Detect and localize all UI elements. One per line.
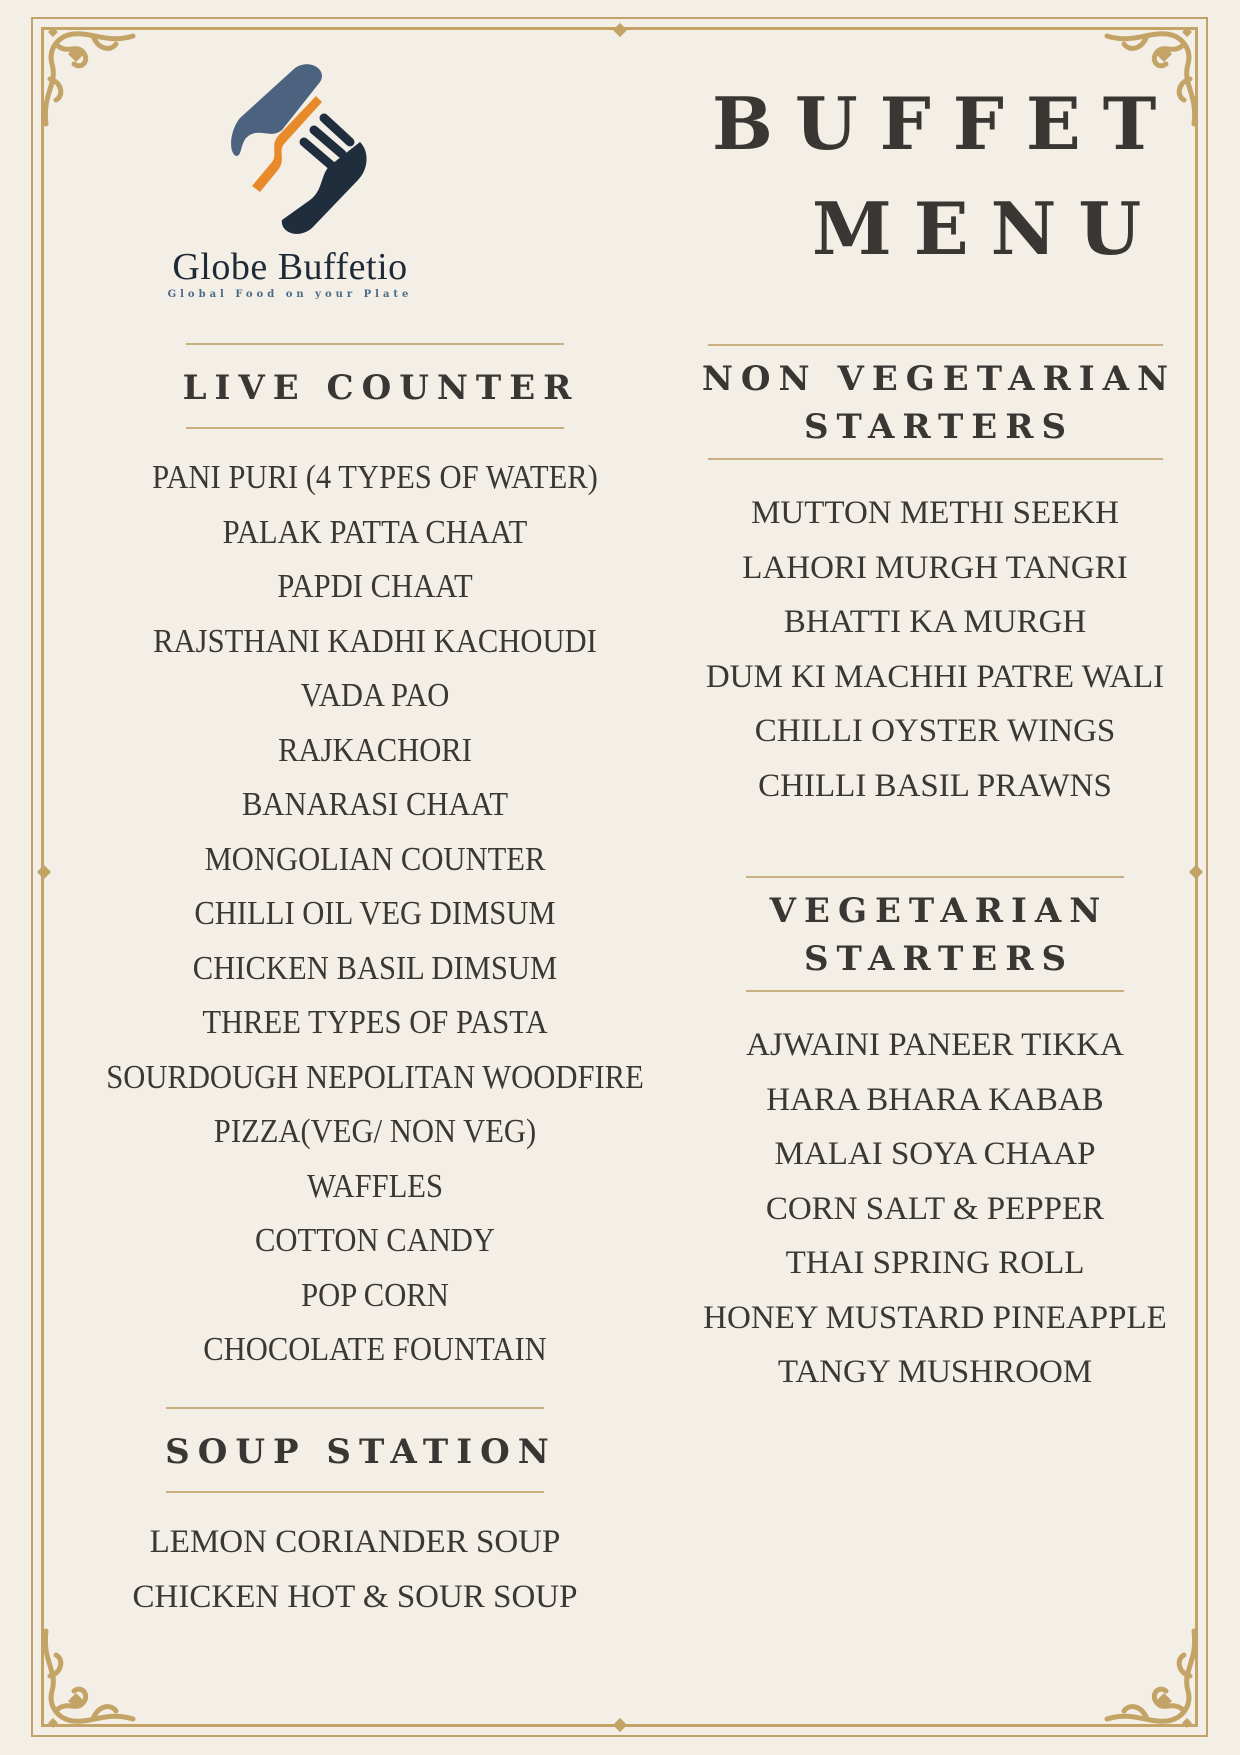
veg-starters-list (680, 1018, 1190, 1400)
menu-item: PALAK PATTA CHAAT (222, 513, 528, 551)
non-veg-starters-list (680, 486, 1190, 813)
corner-ornament-bottom-left-icon (38, 1621, 148, 1731)
section-rule-top (166, 1407, 544, 1409)
corner-ornament-top-left-icon (38, 24, 148, 134)
section-heading-line1: NON VEGETARIAN (701, 359, 1177, 399)
menu-item: DUM KI MACHHI PATRE WALI (705, 658, 1165, 695)
section-heading: LIVE COUNTER (182, 368, 580, 408)
menu-item: VADA PAO (300, 677, 450, 714)
section-rule-bottom (746, 990, 1124, 992)
section-soup-station (60, 1407, 650, 1624)
brand-name: Globe Buffetio (172, 246, 408, 288)
section-veg-starters (680, 876, 1190, 1400)
menu-item: CORN SALT & PEPPER (765, 1190, 1105, 1227)
menu-item: RAJKACHORI (278, 731, 472, 769)
menu-item: SOURDOUGH NEPOLITAN WOODFIRE (106, 1058, 644, 1096)
menu-item: CHICKEN HOT & SOUR SOUP (132, 1578, 578, 1615)
menu-item: CHOCOLATE FOUNTAIN (203, 1331, 547, 1368)
menu-item: CHICKEN BASIL DIMSUM (192, 949, 558, 987)
menu-item: MUTTON METHI SEEKH (751, 495, 1119, 531)
section-non-veg-starters (680, 344, 1190, 813)
menu-item: RAJSTHANI KADHI KACHOUDI (153, 622, 597, 660)
section-live-counter (60, 343, 690, 1378)
menu-item: CHILLI BASIL PRAWNS (758, 767, 1112, 804)
menu-item: COTTON CANDY (255, 1222, 495, 1259)
section-heading: SOUP STATION (165, 1432, 557, 1472)
menu-title-line2: MENU (812, 186, 1164, 271)
menu-item: CHILLI OIL VEG DIMSUM (194, 895, 556, 932)
spoon-fork-icon (200, 60, 380, 240)
menu-item: THAI SPRING ROLL (785, 1245, 1085, 1281)
section-heading-line1: VEGETARIAN (769, 891, 1109, 931)
section-rule-top (708, 344, 1163, 346)
section-rule-bottom (186, 427, 564, 429)
menu-item: POP CORN (301, 1276, 449, 1314)
menu-item: PANI PURI (4 TYPES OF WATER) (152, 459, 598, 496)
section-rule-bottom (166, 1491, 544, 1493)
live-counter-list (60, 451, 690, 1378)
menu-item: MONGOLIAN COUNTER (204, 840, 546, 878)
menu-item: AJWAINI PANEER TIKKA (746, 1027, 1124, 1063)
section-rule-top (746, 876, 1124, 878)
menu-item: PIZZA(VEG/ NON VEG) (213, 1113, 537, 1150)
menu-item: LAHORI MURGH TANGRI (742, 549, 1128, 586)
menu-item: PAPDI CHAAT (277, 568, 473, 605)
menu-item: TANGY MUSHROOM (777, 1354, 1093, 1390)
section-heading-line2: STARTERS (803, 939, 1075, 979)
section-rule-top (186, 343, 564, 345)
soup-station-list (60, 1515, 650, 1624)
menu-item: HONEY MUSTARD PINEAPPLE (703, 1299, 1167, 1336)
menu-item: HARA BHARA KABAB (766, 1081, 1104, 1118)
menu-item: LEMON CORIANDER SOUP (149, 1524, 561, 1560)
menu-item: MALAI SOYA CHAAP (774, 1136, 1096, 1172)
menu-item: WAFFLES (306, 1167, 444, 1205)
corner-ornament-bottom-right-icon (1092, 1621, 1202, 1731)
section-heading-line2: STARTERS (803, 407, 1075, 447)
menu-item: BANARASI CHAAT (241, 786, 509, 823)
menu-item: THREE TYPES OF PASTA (202, 1004, 548, 1041)
menu-item: CHILLI OYSTER WINGS (754, 713, 1116, 749)
section-rule-bottom (708, 458, 1163, 460)
brand-logo (140, 55, 440, 305)
brand-tagline: Global Food on your Plate (167, 289, 413, 300)
menu-item: BHATTI KA MURGH (783, 604, 1087, 640)
menu-title-line1: BUFFET (712, 81, 1179, 166)
